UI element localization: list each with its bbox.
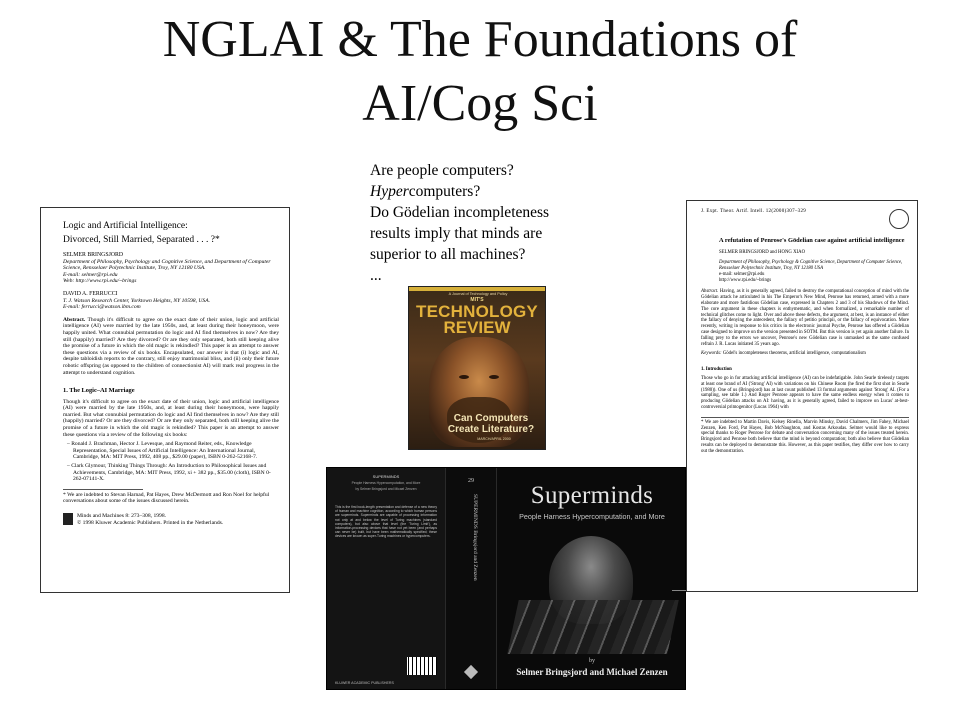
paper-right-keywords-label: Keywords: (701, 351, 722, 357)
paper-left-ref-2: – Clark Glymour, Thinking Things Through: An Introduction to Philosophical Issues and Achievements, Cambridge, MA: MIT Press, 1992, xi + 382 pp., $35.00 (cloth), ISBN 0-262-07141-X. (67, 463, 271, 483)
paper-right-aff: Department of Philosophy, Psychology & Cognitive Science, Department of Computer Science, Rensselaer Polytechnic Institute, Troy, NY 12180 USA (719, 260, 903, 271)
questions-block (370, 160, 630, 286)
publisher-logo-icon (63, 513, 73, 525)
magazine-issue: MARCH/APRIL 2000 (477, 437, 511, 441)
question-2-rest: computers? (408, 183, 481, 200)
paper-right-footnote: * We are indebted to Martin Davis, Kelsey Rinella, Marvin Minsky, David Chalmers, Jim Fahey, Michael Zenzen, Ken Ford, Pat Hayes, Bob McNaughton, and Kostas Arkoudas. Selmer would like to express special thanks to Roger Penrose for debate and conversation concerning many of the issues treated herein. Bringsjord and Penrose both believe that the mind is beyond computation; both also believe that Gödelian results can be deployed to demonstrate this. However, as this paper testifies, they differ over how to carry out the demonstration. (701, 417, 909, 455)
paper-right-abstract (701, 289, 909, 347)
paper-left-author-1-aff: Department of Philosophy, Psychology and Cognitive Science, and Department of Computer Science, Rensselaer Polytechnic Institute, Troy, NY 12180 USA. (63, 258, 271, 272)
magazine-brand-small: MIT'S (470, 297, 484, 303)
book-back-subtitle: People Harness Hypercomputation, and More (351, 481, 421, 485)
book-subtitle: People Harness Hypercomputation, and More (519, 512, 665, 521)
question-4: results imply that minds are (370, 225, 543, 242)
book-spine-number: 29 (468, 478, 474, 484)
paper-left-abstract (63, 317, 279, 376)
paper-right-abstract-text: Having, as it is generally agreed, failed to destroy the computational conception of mind with the Gödelian attack he articulated in his The Emperor's New Mind, Penrose has returned, armed with a more elaborate and more fastidious Gödelian case, expressed in Chapters 2 and 3 of his Shadows of the Mind. The core argument in these chapters is enthymematic, and when formalized, a remarkable number of technical glitches come to light. Over and above these defects, the argument, at best, is an instance of either the fallacy of denying the antecedent, the fallacy of petitio principii, or the fallacy of equivocation. More recently, writing in response to his critics in the electronic journal Psyche, Penrose has offered a Gödelian case designed to improve on the version presented in SOTM. But this version is yet again another failure. In falling prey to the errors we uncover, Penrose's new Gödelian case is unmasked as the same confused refrain J. R. Lucas initiated 35 years ago. (701, 289, 909, 347)
paper-left-journal: Minds and Machines 8: 273–308, 1998. (77, 513, 167, 519)
paper-left-abstract-text: Though it's difficult to agree on the exact date of their union, logic and artificial intelligence (AI) were married by the late 1950s, and, at least during their honeymoon, were happily united. What connubial permutation do logic and AI find themselves in now? Are they still (happily) married? Are they divorced? Or are they only separated, both still keeping alive the promise of a future in which the old magic is rekindled? This paper is an attempt to answer these questions via a review of six books. Encapsulated, our answer is that (i) logic and AI, despite tabloidish reports to the contrary, still enjoy matrimonial bliss, and (ii) only their future robotic offspring (as opposed to the children of connectionist AI) will mark real progress in the attempt to understand cognition. (63, 316, 279, 376)
paper-left-author-2-aff: T. J. Watson Research Center, Yorktown Heights, NY 10598, USA. (63, 297, 211, 304)
magazine-brand-line-1: TECHNOLOGY (416, 302, 538, 321)
paper-right-body: Those who go in for attacking artificial intelligence (AI) can be indefatigable. John Searle tirelessly targets at least one brand of AI ('Strong' AI) with variations on his Chinese Room (he fired the first shot in Searle (1980)). One of us (Bringsjord) has at last count published 13 formal arguments against 'Strong' AI. (For a sampling, see table 1.) And Roger Penrose appears to have the same endless energy when it comes to producing Gödelian attacks on AI: having, as it is generally agreed, failed to improve on Lucas' at-best-controversial primogenitor (Lucas 1964) with (701, 375, 909, 410)
paper-right-abstract-label: Abstract. (701, 289, 719, 295)
question-2-italic: Hyper (370, 183, 409, 200)
question-2 (370, 181, 630, 202)
question-5: superior to all machines? (370, 246, 526, 263)
paper-right-email: e-mail: selmer@rpi.edu (719, 271, 765, 277)
paper-left-footnote: * We are indebted to Stevan Harnad, Pat Hayes, Drew McDermott and Ron Noel for helpful conversations about some of the issues discussed herein. (63, 491, 270, 505)
barcode-icon (407, 657, 437, 675)
book-title: Superminds (530, 482, 654, 509)
paper-left-copyright: © 1998 Kluwer Academic Publishers. Printed in the Netherlands. (77, 519, 224, 526)
paper-right-authors: SELMER BRINGSJORD and HONG XIAO (719, 250, 806, 256)
book-front-cover (497, 468, 686, 689)
book-back-cover (327, 468, 445, 689)
book-back-blurb: This is the first book-length presentation and defense of a new theory of human and machine cognition, according to which human persons are superminds. Superminds are capable of processing information not only at and below the level of Turing machines (standard computers), but also above that level (the 'Turing Limit'), as information-processing devices that have not yet been (and perhaps can never be) built, but have been mathematically specified; these devices are known as super-Turing machines or hypercomputers. (335, 505, 437, 539)
magazine-headline: Can Computers Create Literature? (447, 413, 535, 435)
paper-logic-and-ai (40, 207, 290, 593)
paper-right-web: http://www.rpi.edu/~brings (719, 277, 772, 283)
paper-left-body: Though it's difficult to agree on the exact date of their union, logic and artificial intelligence (AI) were married by the late 1950s, and, at least during their honeymoon, were happily married. But what connubial permutation do logic and AI find themselves in now? Are they still (happily) married? Or are they divorced? Or are they only separated, both still keeping alive the promise of a future in which the old magic is rekindled? This paper is an attempt to answer these questions via a review of the following six books: (63, 398, 279, 438)
portrait-eye-left (459, 375, 469, 379)
book-publisher: KLUWER ACADEMIC PUBLISHERS (335, 681, 394, 685)
paper-left-abstract-label: Abstract. (63, 316, 86, 323)
title-line-2: AI/Cog Sci (362, 75, 598, 132)
magazine-brand-line-2: REVIEW (443, 318, 511, 337)
paper-left-title-1: Logic and Artificial Intelligence: (63, 221, 188, 231)
paper-left-references (63, 441, 279, 483)
slide-title (0, 8, 960, 136)
title-line-1: NGLAI & The Foundations of (162, 11, 798, 68)
superminds-book-cover (326, 467, 686, 690)
book-by: by (589, 658, 595, 664)
paper-left-section-heading: 1. The Logic–AI Marriage (63, 387, 135, 395)
paper-right-keywords-text: Gödel's incompleteness theorems, artificial intelligence, computationalism (722, 351, 866, 357)
paper-left-author-2: DAVID A. FERRUCCI (63, 290, 118, 297)
magazine-tagline: A Journal of Technology and Policy (448, 292, 508, 296)
technology-review-cover (408, 286, 546, 450)
magazine-top-band (409, 287, 545, 291)
portrait-eye-right (489, 375, 499, 379)
paper-right-journal-head: J. Expt. Theor. Artif. Intell. 12(2000)307–329 (701, 209, 807, 214)
paper-left-title-2: Divorced, Still Married, Separated . . . ?* (63, 235, 220, 245)
question-6: ... (370, 267, 382, 284)
divider-line (672, 590, 686, 591)
publisher-emblem-icon (464, 665, 478, 679)
paper-left-author-1: SELMER BRINGSJORD (63, 252, 124, 258)
book-spine-title: SUPERMINDS Bringsjord and Zenzen (472, 494, 478, 581)
paper-left-author-1-email: E-mail: selmer@rpi.edu (63, 271, 118, 278)
paper-penrose-refutation (686, 200, 918, 592)
book-authors: Selmer Bringsjord and Michael Zenzen (516, 667, 668, 677)
paper-left-journal-info (63, 513, 279, 526)
paper-right-keywords (701, 351, 909, 357)
paper-right-section-heading: 1. Introduction (701, 367, 732, 373)
journal-seal-icon (889, 209, 909, 229)
question-1: Are people computers? (370, 162, 514, 179)
book-back-title: SUPERMINDS (372, 474, 400, 479)
paper-right-title: A refutation of Penrose's Gödelian case against artificial intelligence (719, 236, 905, 244)
paper-left-author-2-email: E-mail: ferrucci@watson.ibm.com (63, 304, 141, 311)
book-spine (445, 468, 497, 689)
paper-left-author-1-web: Web: http://www.rpi.edu/~brings (63, 278, 137, 285)
paper-left-ref-1: – Ronald J. Brachman, Hector J. Levesque, and Raymond Reiter, eds., Knowledge Representation, Special Issues of Artificial Intelligence: An International Journal, Cambridge, MA: MIT Press, 1992, 408 pp., $29.00 (paper), ISBN 0-262-52168-7. (67, 441, 258, 461)
question-3: Do Gödelian incompleteness (370, 204, 550, 221)
book-back-by: by Selmer Bringsjord and Micael Zenzen (355, 487, 417, 491)
book-cover-screens-illustration (507, 600, 678, 654)
